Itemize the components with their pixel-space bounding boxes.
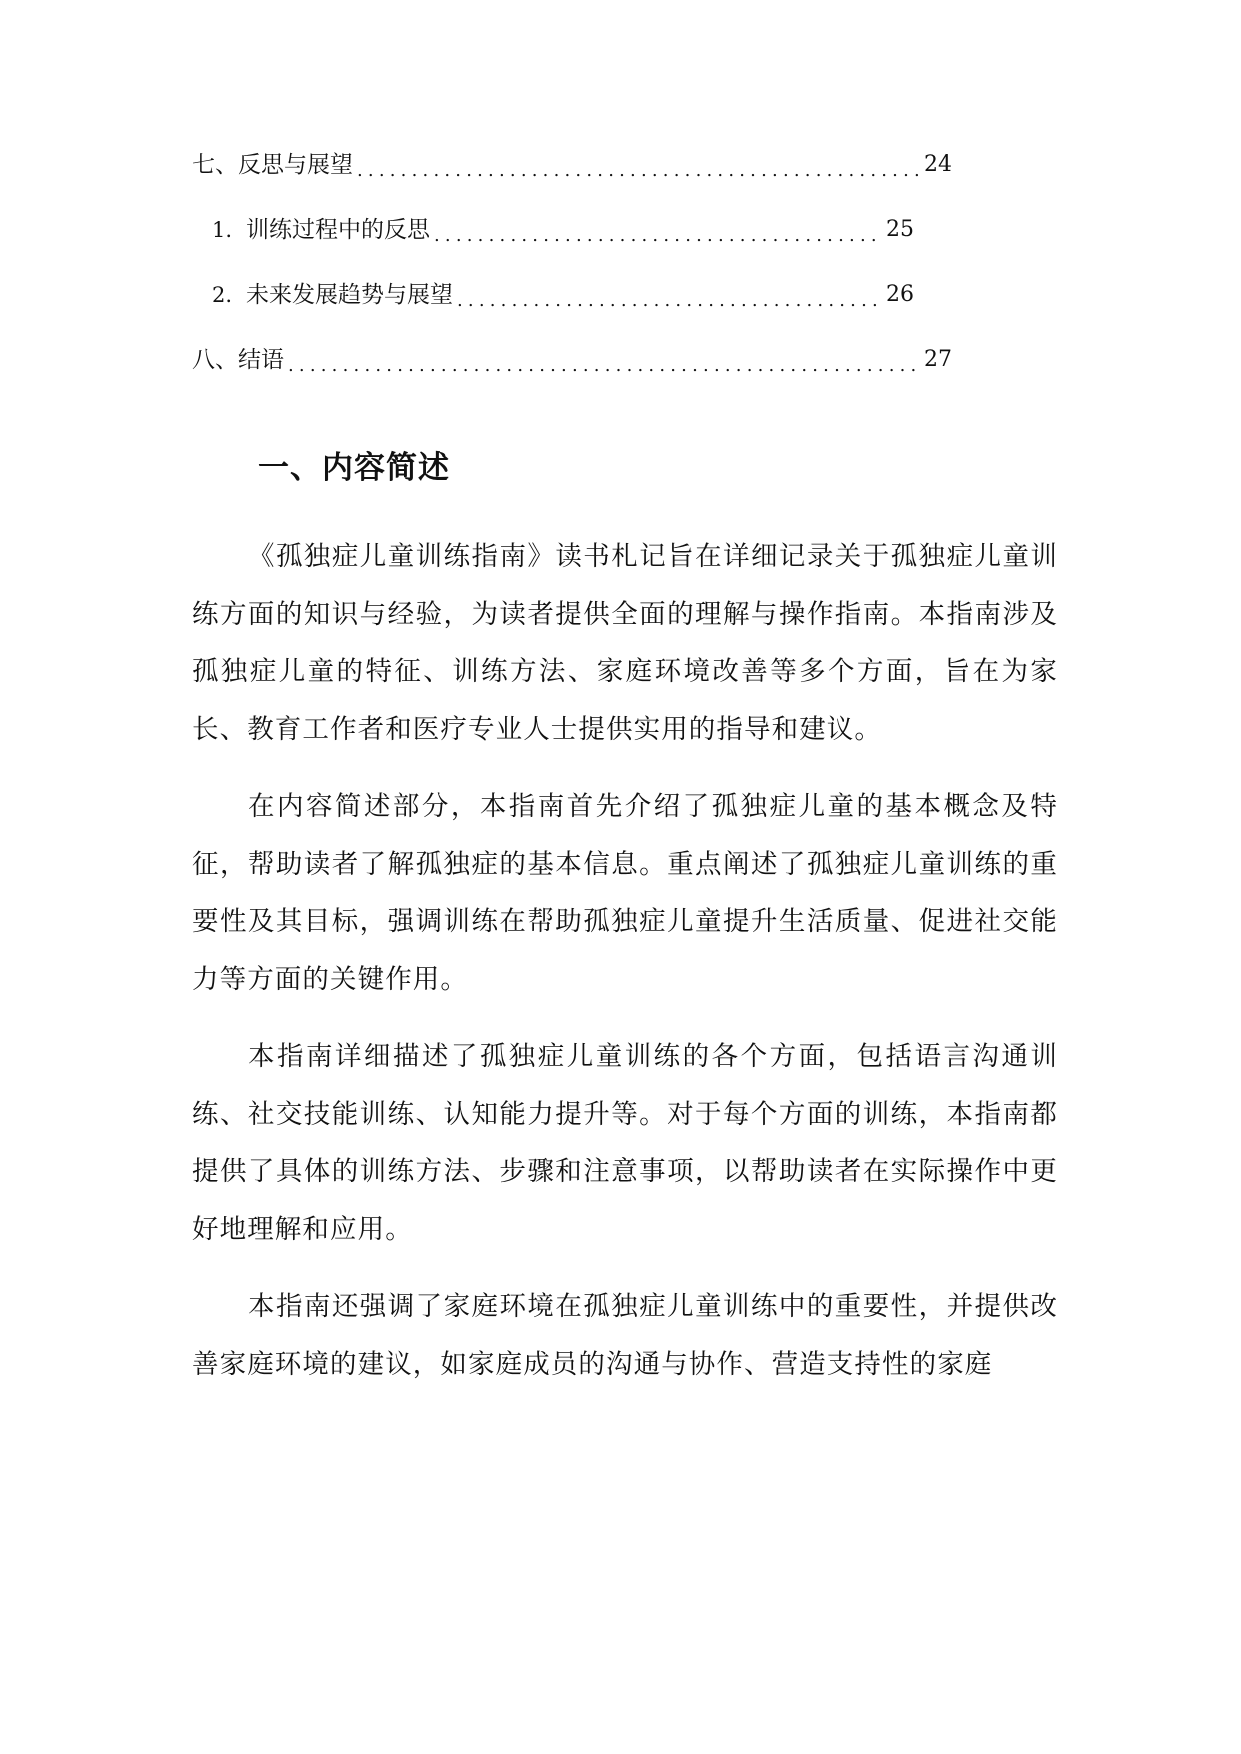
toc-dot-leader — [434, 217, 882, 247]
section-body — [192, 528, 1058, 1413]
body-paragraph: 本指南还强调了家庭环境在孤独症儿童训练中的重要性，并提供改善家庭环境的建议，如家庭成员的沟通与协作、营造支持性的家庭 — [192, 1291, 1058, 1380]
table-of-contents — [192, 148, 952, 408]
toc-page-number: 25 — [886, 217, 914, 242]
toc-entry-title: 八、结语 — [192, 347, 284, 373]
toc-entry-title: 未来发展趋势与展望 — [246, 282, 453, 308]
toc-page-number: 27 — [924, 347, 952, 372]
body-paragraph: 本指南详细描述了孤独症儿童训练的各个方面，包括语言沟通训练、社交技能训练、认知能力提升等。对于每个方面的训练，本指南都提供了具体的训练方法、步骤和注意事项，以帮助读者在实际操作中更好地理解和应用。 — [192, 1041, 1058, 1245]
toc-entry[interactable] — [192, 343, 952, 377]
toc-dot-leader — [457, 282, 882, 312]
toc-page-number: 26 — [886, 282, 914, 307]
body-paragraph: 《孤独症儿童训练指南》读书札记旨在详细记录关于孤独症儿童训练方面的知识与经验，为读者提供全面的理解与操作指南。本指南涉及孤独症儿童的特征、训练方法、家庭环境改善等多个方面，旨在为家长、教育工作者和医疗专业人士提供实用的指导和建议。 — [192, 541, 1058, 745]
toc-entry-number: 2. — [212, 283, 233, 307]
toc-entry-title: 训练过程中的反思 — [246, 217, 430, 243]
toc-entry[interactable] — [212, 213, 952, 247]
toc-dot-leader — [357, 152, 920, 182]
body-paragraph: 在内容简述部分，本指南首先介绍了孤独症儿童的基本概念及特征，帮助读者了解孤独症的基本信息。重点阐述了孤独症儿童训练的重要性及其目标，强调训练在帮助孤独症儿童提升生活质量、促进社交能力等方面的关键作用。 — [192, 791, 1058, 995]
toc-page-number: 24 — [924, 152, 952, 177]
section-heading: 一、内容简述 — [258, 450, 450, 486]
toc-entry-number: 1. — [212, 218, 233, 242]
toc-entry[interactable] — [212, 278, 952, 312]
toc-entry[interactable] — [192, 148, 952, 182]
toc-entry-title: 七、反思与展望 — [192, 152, 353, 178]
toc-dot-leader — [288, 347, 920, 377]
